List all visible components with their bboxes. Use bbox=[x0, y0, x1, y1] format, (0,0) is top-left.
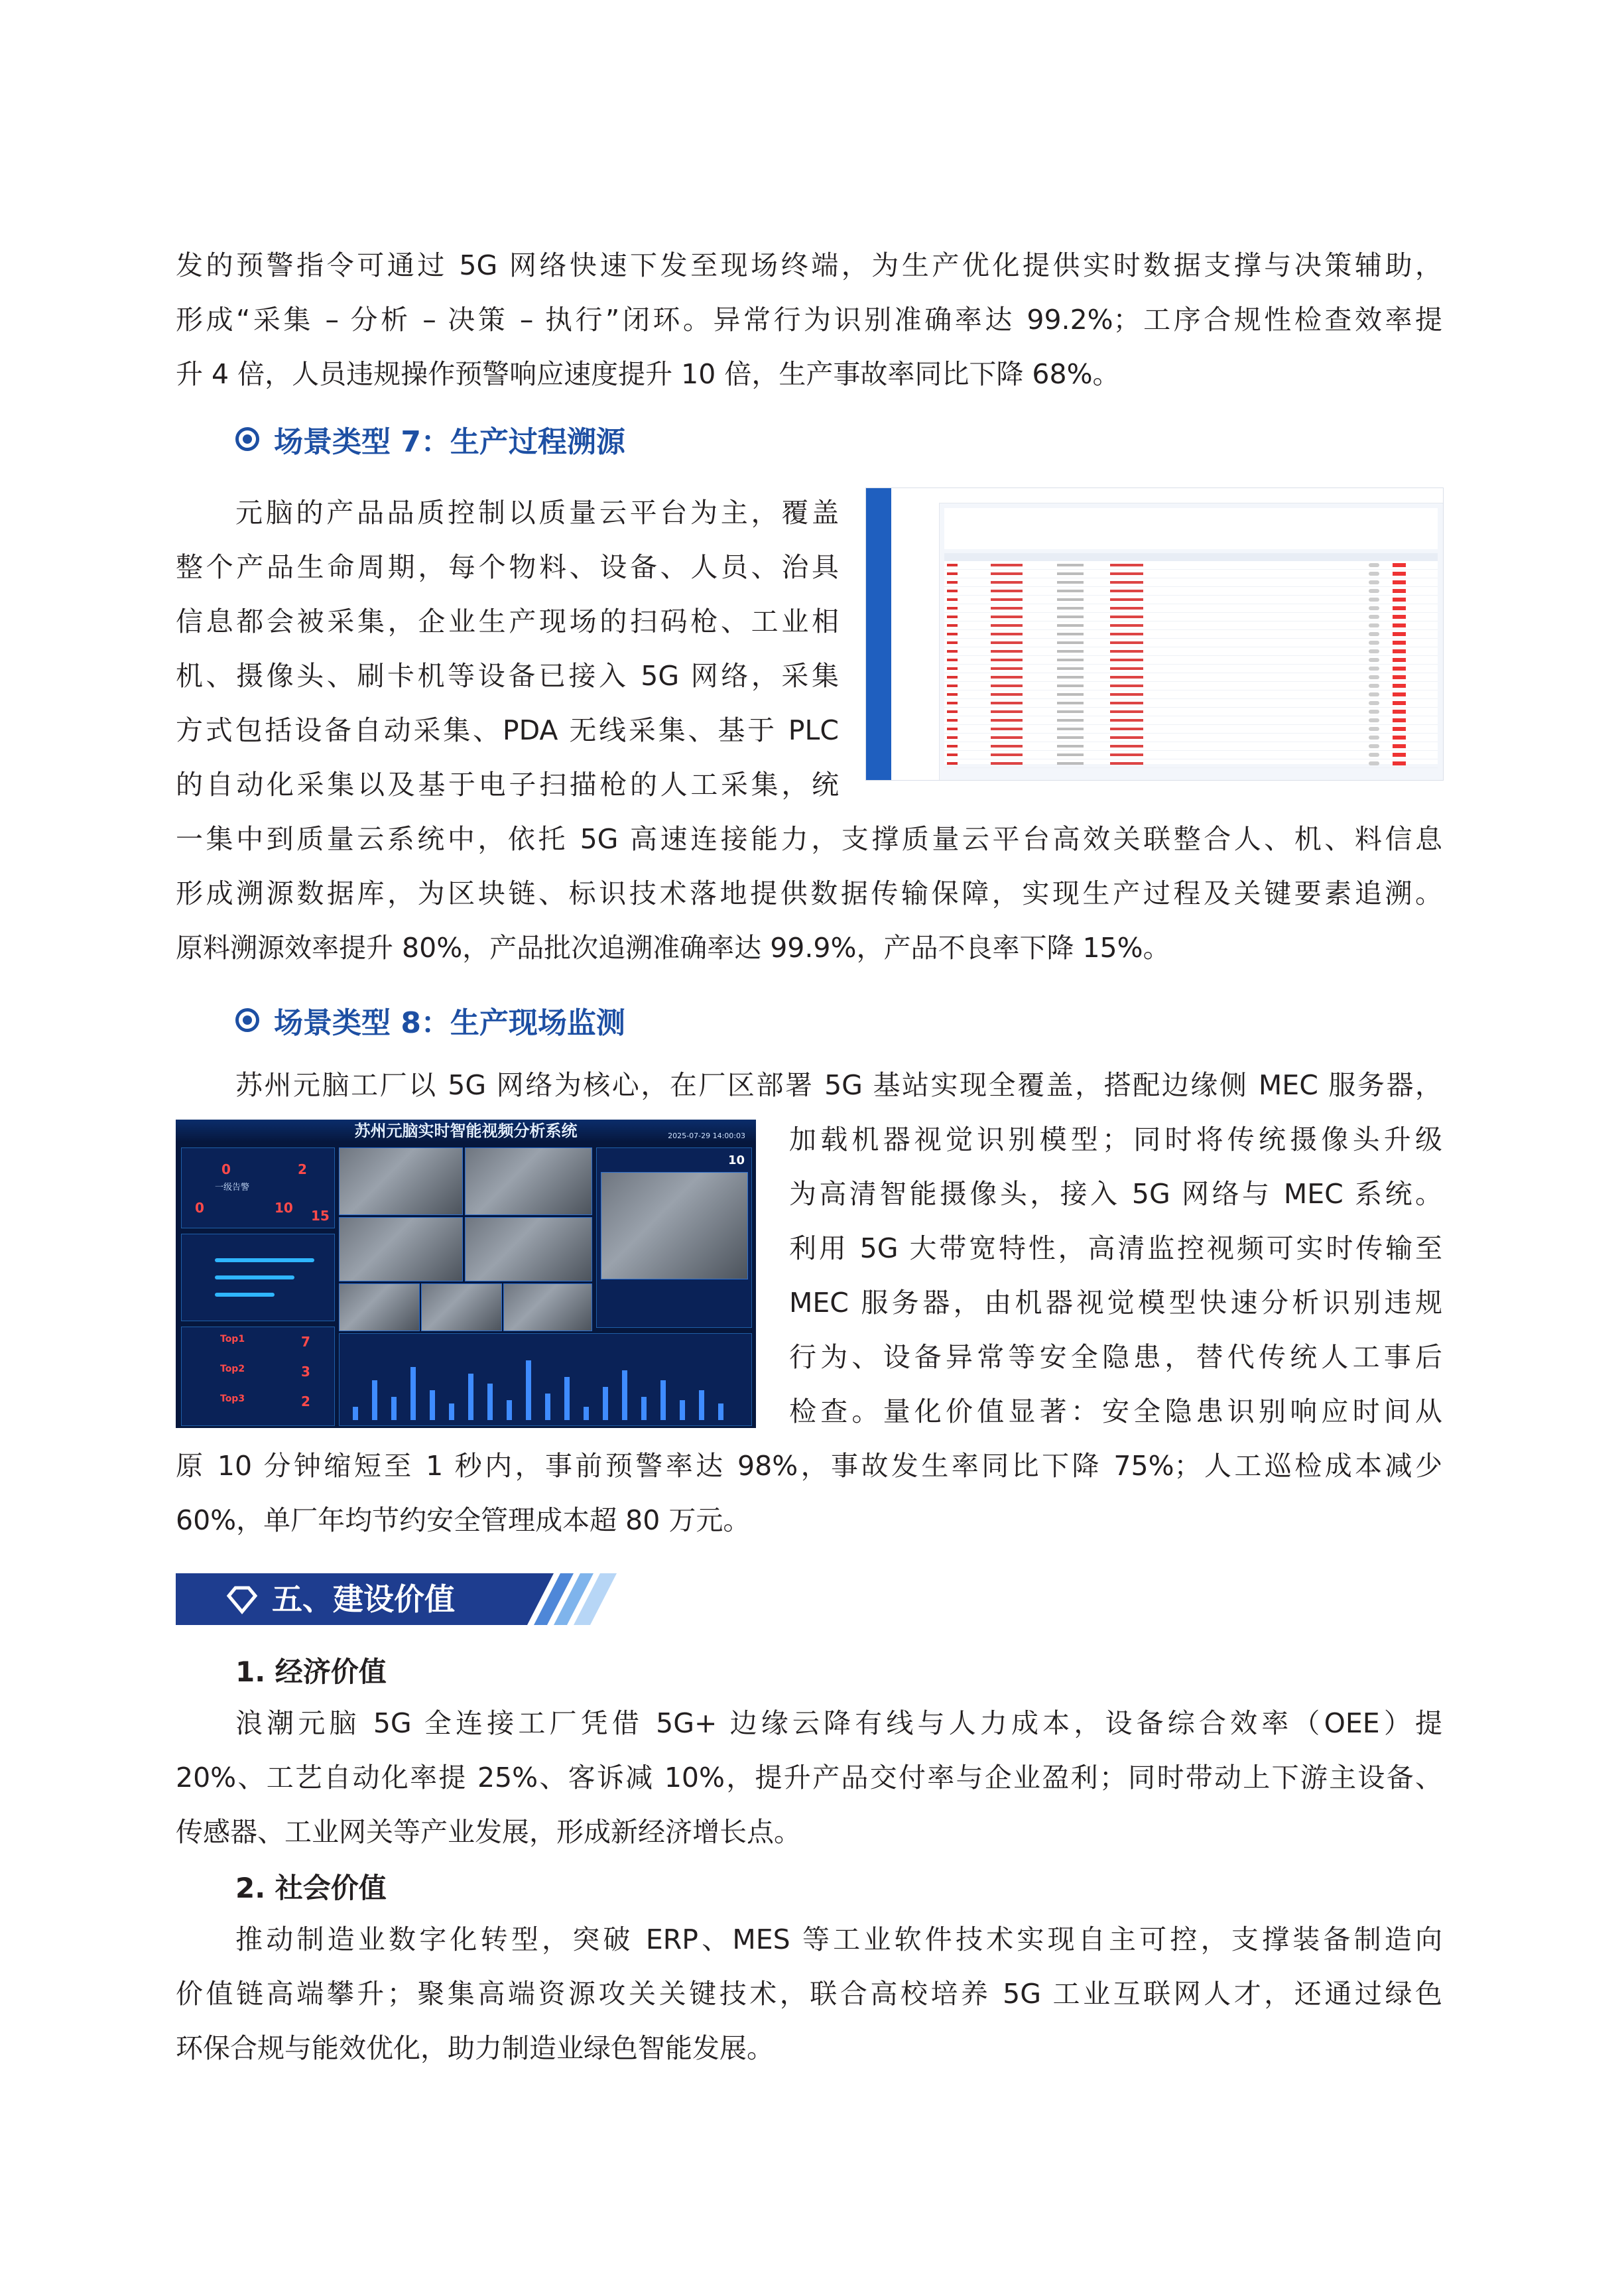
alarm-bar bbox=[641, 1397, 647, 1420]
intro-line-1: 发的预警指令可通过 5G 网络快速下发至现场终端，为生产优化提供实时数据支撑与决策辅助， bbox=[176, 249, 1442, 281]
scene7-wrap-line-2: 整个产品生命周期，每个物料、设备、人员、治具 bbox=[176, 551, 839, 583]
screenshot-table-row bbox=[944, 596, 1438, 604]
screenshot-table-row bbox=[944, 716, 1438, 725]
screenshot-cell bbox=[1110, 659, 1143, 661]
screenshot-cell bbox=[1393, 563, 1406, 567]
screenshot-cell bbox=[947, 659, 958, 661]
screenshot-cell bbox=[991, 736, 1023, 739]
alarm-bar bbox=[372, 1380, 377, 1420]
alarm-level-label: 一级告警 bbox=[215, 1183, 250, 1193]
screenshot-cell bbox=[947, 745, 958, 748]
intro-line-2: 形成“采集 – 分析 – 决策 – 执行”闭环。异常行为识别准确率达 99.2%；工序合规性检查效率提 bbox=[176, 304, 1442, 336]
screenshot-cell bbox=[991, 762, 1023, 765]
screenshot-cell bbox=[1369, 606, 1379, 610]
screenshot-cell bbox=[991, 676, 1023, 679]
screenshot-cell bbox=[1393, 580, 1406, 584]
device-bar-1 bbox=[215, 1258, 314, 1262]
scene8-wrap-line-2: 为高清智能摄像头，接入 5G 网络与 MEC 系统。 bbox=[789, 1178, 1442, 1210]
screenshot-cell bbox=[1057, 710, 1084, 713]
screenshot-table-row bbox=[944, 699, 1438, 708]
alarm-bar bbox=[584, 1407, 589, 1420]
screenshot-toolbar bbox=[939, 488, 1443, 503]
social-line-3: 环保合规与能效优化，助力制造业绿色智能发展。 bbox=[176, 2032, 774, 2064]
alarm-bar bbox=[430, 1390, 435, 1420]
top3-label: Top3 bbox=[220, 1394, 245, 1404]
screenshot-cell bbox=[1393, 623, 1406, 627]
alarm-bar bbox=[699, 1390, 704, 1420]
scene7-full-line-1: 一集中到质量云系统中，依托 5G 高速连接能力，支撑质量云平台高效关联整合人、机、料信息 bbox=[176, 823, 1442, 855]
alarm-bar bbox=[468, 1374, 473, 1420]
screenshot-cell bbox=[947, 728, 958, 730]
screenshot-cell bbox=[1393, 727, 1406, 731]
screenshot-cell bbox=[1369, 641, 1379, 645]
screenshot-cell bbox=[1369, 753, 1379, 757]
screenshot-cell bbox=[1393, 736, 1406, 740]
screenshot-cell bbox=[947, 607, 958, 610]
screenshot-table-row bbox=[944, 639, 1438, 647]
alarm-bar bbox=[718, 1403, 723, 1420]
screenshot-table-row bbox=[944, 759, 1438, 768]
screenshot-cell bbox=[1369, 744, 1379, 748]
screenshot-cell bbox=[1393, 572, 1406, 576]
screenshot-cell bbox=[947, 633, 958, 635]
screenshot-table-row bbox=[944, 734, 1438, 742]
econ-line-1: 浪潮元脑 5G 全连接工厂凭借 5G+ 边缘云降有线与人力成本，设备综合效率（OEE）提 bbox=[235, 1707, 1442, 1739]
camera-feed-3 bbox=[339, 1217, 463, 1281]
scene7-wrap-line-3: 信息都会被采集，企业生产现场的扫码枪、工业相 bbox=[176, 606, 839, 637]
screenshot-cell bbox=[947, 564, 958, 566]
screenshot-cell bbox=[1393, 615, 1406, 619]
scene8-heading bbox=[235, 999, 625, 1041]
screenshot-cell bbox=[947, 693, 958, 696]
quality-cloud-screenshot bbox=[865, 488, 1444, 781]
screenshot-cell bbox=[1110, 572, 1143, 575]
screenshot-cell bbox=[1393, 692, 1406, 696]
scene8-wrap-line-4: MEC 服务器，由机器视觉模型快速分析识别违规 bbox=[789, 1287, 1442, 1319]
screenshot-cell bbox=[991, 633, 1023, 635]
monitor-title: 苏州元脑实时智能视频分析系统 bbox=[176, 1120, 756, 1142]
screenshot-sidebar bbox=[866, 488, 891, 780]
screenshot-table-row bbox=[944, 742, 1438, 751]
screenshot-cell bbox=[947, 624, 958, 627]
screenshot-cell bbox=[1369, 667, 1379, 671]
scene7-heading-text: 场景类型 7：生产过程溯源 bbox=[274, 425, 625, 459]
screenshot-cell bbox=[991, 684, 1023, 687]
camera-feed-4 bbox=[465, 1217, 592, 1281]
screenshot-cell bbox=[1110, 564, 1143, 566]
screenshot-table-row bbox=[944, 682, 1438, 690]
alarm-bar bbox=[353, 1407, 358, 1420]
screenshot-cell bbox=[1057, 641, 1084, 644]
alarm-ten: 10 bbox=[275, 1200, 293, 1216]
screenshot-cell bbox=[1110, 590, 1143, 592]
screenshot-cell bbox=[1110, 684, 1143, 687]
screenshot-cell bbox=[1393, 761, 1406, 765]
screenshot-table-row bbox=[944, 630, 1438, 639]
camera-feed-1 bbox=[339, 1147, 463, 1215]
screenshot-cell bbox=[947, 581, 958, 584]
screenshot-cell bbox=[991, 710, 1023, 713]
screenshot-cell bbox=[1057, 590, 1084, 592]
screenshot-cell bbox=[947, 702, 958, 704]
scene8-full-line-2: 60%，单厂年均节约安全管理成本超 80 万元。 bbox=[176, 1504, 751, 1536]
alarm-chart-panel bbox=[339, 1333, 752, 1426]
device-panel bbox=[181, 1234, 335, 1321]
section5-sub1: 1. 经济价值 bbox=[235, 1656, 387, 1688]
screenshot-cell bbox=[947, 762, 958, 765]
screenshot-cell bbox=[1110, 641, 1143, 644]
alarm-bar bbox=[680, 1400, 685, 1420]
screenshot-cell bbox=[1057, 728, 1084, 730]
screenshot-cell bbox=[991, 693, 1023, 696]
alarm-fifteen: 15 bbox=[311, 1208, 330, 1224]
screenshot-table-row bbox=[944, 690, 1438, 699]
alarm-zero: 0 bbox=[221, 1161, 231, 1177]
screenshot-cell bbox=[1393, 684, 1406, 688]
monitor-timestamp: 2025-07-29 14:00:03 bbox=[668, 1132, 745, 1140]
screenshot-cell bbox=[1057, 572, 1084, 575]
alarm-bar bbox=[660, 1380, 666, 1420]
screenshot-cell bbox=[947, 676, 958, 679]
screenshot-cell bbox=[1057, 598, 1084, 601]
screenshot-cell bbox=[991, 607, 1023, 610]
screenshot-cell bbox=[1369, 563, 1379, 567]
screenshot-table-row bbox=[944, 708, 1438, 716]
scene8-first-line: 苏州元脑工厂以 5G 网络为核心，在厂区部署 5G 基站实现全覆盖，搭配边缘侧 MEC 服务器， bbox=[235, 1069, 1442, 1101]
alarm-bar bbox=[507, 1400, 512, 1420]
video-analysis-screenshot bbox=[176, 1120, 756, 1428]
screenshot-cell bbox=[947, 598, 958, 601]
screenshot-cell bbox=[1369, 623, 1379, 627]
screenshot-cell bbox=[947, 590, 958, 592]
scene7-full-line-3: 原料溯源效率提升 80%，产品批次追溯准确率达 99.9%，产品不良率下降 15%。 bbox=[176, 932, 1170, 964]
screenshot-cell bbox=[991, 616, 1023, 618]
screenshot-table-row bbox=[944, 613, 1438, 621]
screenshot-cell bbox=[1110, 598, 1143, 601]
screenshot-cell bbox=[1393, 701, 1406, 705]
screenshot-cell bbox=[1110, 667, 1143, 670]
econ-line-2: 20%、工艺自动化率提 25%、客诉减 10%，提升产品交付率与企业盈利；同时带动上下游主设备、 bbox=[176, 1762, 1442, 1793]
device-bar-2 bbox=[215, 1275, 294, 1279]
screenshot-table-row bbox=[944, 621, 1438, 630]
camera-feed-7 bbox=[503, 1283, 592, 1331]
screenshot-cell bbox=[1057, 753, 1084, 756]
screenshot-cell bbox=[1369, 658, 1379, 662]
screenshot-cell bbox=[991, 564, 1023, 566]
screenshot-cell bbox=[1393, 718, 1406, 722]
section5-title: 五、建设价值 bbox=[272, 1581, 455, 1617]
section5-sub2: 2. 社会价值 bbox=[235, 1872, 387, 1904]
alarm-bar bbox=[449, 1403, 454, 1420]
scene7-full-line-2: 形成溯源数据库，为区块链、标识技术落地提供数据传输保障，实现生产过程及关键要素追溯。 bbox=[176, 878, 1442, 909]
screenshot-cell bbox=[1393, 667, 1406, 671]
screenshot-table bbox=[944, 553, 1438, 764]
camera-feed-5 bbox=[339, 1283, 420, 1331]
screenshot-cell bbox=[1057, 693, 1084, 696]
screenshot-cell bbox=[1110, 633, 1143, 635]
screenshot-cell bbox=[1057, 676, 1084, 679]
screenshot-table-row bbox=[944, 673, 1438, 682]
screenshot-cell bbox=[1057, 702, 1084, 704]
screenshot-cell bbox=[1110, 728, 1143, 730]
screenshot-cell bbox=[947, 572, 958, 575]
screenshot-cell bbox=[1110, 607, 1143, 610]
scene8-heading-text: 场景类型 8：生产现场监测 bbox=[274, 1006, 625, 1040]
screenshot-cell bbox=[991, 581, 1023, 584]
screenshot-cell bbox=[1057, 719, 1084, 722]
target-bullet-icon bbox=[235, 427, 259, 451]
screenshot-cell bbox=[947, 753, 958, 756]
scene8-full-line-1: 原 10 分钟缩短至 1 秒内，事前预警率达 98%，事故发生率同比下降 75%；人工巡检成本减少 bbox=[176, 1450, 1442, 1482]
event-top-panel bbox=[181, 1327, 335, 1426]
screenshot-cell bbox=[1393, 753, 1406, 757]
screenshot-cell bbox=[1393, 632, 1406, 636]
screenshot-cell bbox=[1393, 710, 1406, 714]
scene7-wrap-line-5: 方式包括设备自动采集、PDA 无线采集、基于 PLC bbox=[176, 714, 839, 746]
screenshot-cell bbox=[1369, 692, 1379, 696]
screenshot-cell bbox=[947, 650, 958, 653]
social-line-2: 价值链高端攀升；聚集高端资源攻关关键技术，联合高校培养 5G 工业互联网人才，还通过绿色 bbox=[176, 1978, 1442, 2010]
screenshot-table-row bbox=[944, 587, 1438, 596]
screenshot-cell bbox=[1393, 589, 1406, 593]
screenshot-cell bbox=[1057, 667, 1084, 670]
screenshot-cell bbox=[1369, 675, 1379, 679]
camera-feed-6 bbox=[421, 1283, 502, 1331]
screenshot-cell bbox=[1369, 684, 1379, 688]
screenshot-cell bbox=[1057, 581, 1084, 584]
alert-record-count: 10 bbox=[727, 1153, 745, 1167]
screenshot-cell bbox=[1110, 736, 1143, 739]
screenshot-cell bbox=[1369, 701, 1379, 705]
screenshot-cell bbox=[991, 572, 1023, 575]
screenshot-cell bbox=[1393, 641, 1406, 645]
top2-label: Top2 bbox=[220, 1364, 245, 1374]
screenshot-table-row bbox=[944, 570, 1438, 578]
screenshot-cell bbox=[991, 728, 1023, 730]
screenshot-cell bbox=[1369, 736, 1379, 740]
scene7-heading bbox=[235, 418, 625, 460]
screenshot-cell bbox=[991, 624, 1023, 627]
screenshot-cell bbox=[1369, 727, 1379, 731]
alarm-bar bbox=[391, 1397, 397, 1420]
screenshot-cell bbox=[991, 641, 1023, 644]
screenshot-cell bbox=[947, 719, 958, 722]
screenshot-cell bbox=[1393, 744, 1406, 748]
screenshot-cell bbox=[991, 719, 1023, 722]
screenshot-cell bbox=[991, 753, 1023, 756]
scene8-wrap-line-3: 利用 5G 大带宽特性，高清监控视频可实时传输至 bbox=[789, 1232, 1442, 1264]
screenshot-cell bbox=[947, 684, 958, 687]
screenshot-cell bbox=[991, 702, 1023, 704]
screenshot-cell bbox=[991, 598, 1023, 601]
screenshot-cell bbox=[1110, 719, 1143, 722]
alarm-bar bbox=[545, 1394, 550, 1420]
top1-count: 7 bbox=[301, 1334, 310, 1350]
screenshot-cell bbox=[1110, 616, 1143, 618]
econ-line-3: 传感器、工业网关等产业发展，形成新经济增长点。 bbox=[176, 1816, 801, 1848]
screenshot-cell bbox=[1393, 598, 1406, 602]
screenshot-cell bbox=[1057, 564, 1084, 566]
screenshot-table-row bbox=[944, 647, 1438, 656]
screenshot-cell bbox=[1393, 606, 1406, 610]
alarm-two: 2 bbox=[298, 1161, 307, 1177]
alarm-bar bbox=[564, 1377, 570, 1420]
screenshot-table-row bbox=[944, 604, 1438, 613]
device-bar-3 bbox=[215, 1293, 275, 1297]
screenshot-cell bbox=[1110, 710, 1143, 713]
alert-snapshot bbox=[601, 1172, 748, 1279]
screenshot-table-row bbox=[944, 665, 1438, 673]
scene7-wrap-line-1: 元脑的产品品质控制以质量云平台为主，覆盖 bbox=[235, 497, 839, 529]
screenshot-cell bbox=[1110, 581, 1143, 584]
social-line-1: 推动制造业数字化转型，突破 ERP、MES 等工业软件技术实现自主可控，支撑装备制造向 bbox=[235, 1923, 1442, 1955]
screenshot-cell bbox=[1369, 580, 1379, 584]
screenshot-cell bbox=[947, 667, 958, 670]
screenshot-cell bbox=[1369, 589, 1379, 593]
screenshot-cell bbox=[1393, 675, 1406, 679]
screenshot-cell bbox=[1369, 632, 1379, 636]
screenshot-table-row bbox=[944, 725, 1438, 734]
screenshot-cell bbox=[991, 745, 1023, 748]
screenshot-cell bbox=[1369, 615, 1379, 619]
screenshot-cell bbox=[1369, 710, 1379, 714]
top2-count: 3 bbox=[301, 1364, 310, 1380]
screenshot-cell bbox=[991, 590, 1023, 592]
screenshot-cell bbox=[1110, 693, 1143, 696]
screenshot-cell bbox=[947, 641, 958, 644]
screenshot-cell bbox=[1369, 598, 1379, 602]
screenshot-cell bbox=[991, 650, 1023, 653]
target-bullet-icon bbox=[235, 1008, 259, 1032]
screenshot-filters bbox=[944, 508, 1438, 549]
alarm-bar bbox=[410, 1367, 416, 1420]
alarm-bar bbox=[487, 1384, 493, 1420]
screenshot-cell bbox=[1057, 684, 1084, 687]
screenshot-table-row bbox=[944, 751, 1438, 759]
screenshot-cell bbox=[1057, 633, 1084, 635]
screenshot-cell bbox=[1110, 676, 1143, 679]
screenshot-table-row bbox=[944, 578, 1438, 587]
screenshot-table-row bbox=[944, 656, 1438, 665]
screenshot-cell bbox=[991, 659, 1023, 661]
alarm-bar bbox=[603, 1387, 608, 1420]
screenshot-cell bbox=[1057, 659, 1084, 661]
scene8-wrap-line-1: 加载机器视觉识别模型；同时将传统摄像头升级 bbox=[789, 1124, 1442, 1155]
scene8-wrap-line-5: 行为、设备异常等安全隐患，替代传统人工事后 bbox=[789, 1341, 1442, 1373]
screenshot-cell bbox=[1393, 658, 1406, 662]
scene7-wrap-line-4: 机、摄像头、刷卡机等设备已接入 5G 网络，采集 bbox=[176, 660, 839, 692]
screenshot-cell bbox=[1057, 762, 1084, 765]
scene7-wrap-line-6: 的自动化采集以及基于电子扫描枪的人工采集，统 bbox=[176, 769, 839, 801]
screenshot-cell bbox=[1110, 762, 1143, 765]
screenshot-cell bbox=[1369, 572, 1379, 576]
screenshot-cell bbox=[991, 667, 1023, 670]
intro-line-3: 升 4 倍，人员违规操作预警响应速度提升 10 倍，生产事故率同比下降 68%。 bbox=[176, 358, 1120, 390]
alarm-summary-panel bbox=[181, 1147, 335, 1228]
alarm-bar bbox=[622, 1370, 627, 1420]
screenshot-cell bbox=[1057, 624, 1084, 627]
screenshot-cell bbox=[1110, 650, 1143, 653]
screenshot-cell bbox=[1110, 745, 1143, 748]
alarm-zero-b: 0 bbox=[195, 1200, 204, 1216]
screenshot-cell bbox=[947, 616, 958, 618]
screenshot-table-header bbox=[944, 553, 1438, 561]
top1-label: Top1 bbox=[220, 1334, 245, 1344]
screenshot-cell bbox=[1057, 745, 1084, 748]
scene8-wrap-line-6: 检查。量化价值显著：安全隐患识别响应时间从 bbox=[789, 1396, 1442, 1427]
screenshot-cell bbox=[947, 736, 958, 739]
alarm-bar bbox=[526, 1360, 531, 1420]
screenshot-cell bbox=[1057, 736, 1084, 739]
camera-feed-2 bbox=[465, 1147, 592, 1215]
screenshot-table-row bbox=[944, 561, 1438, 570]
screenshot-cell bbox=[1110, 702, 1143, 704]
screenshot-cell bbox=[1393, 649, 1406, 653]
screenshot-cell bbox=[1369, 718, 1379, 722]
screenshot-cell bbox=[1110, 753, 1143, 756]
screenshot-cell bbox=[947, 710, 958, 713]
alert-record-panel bbox=[596, 1147, 752, 1328]
screenshot-cell bbox=[1110, 624, 1143, 627]
screenshot-cell bbox=[1369, 761, 1379, 765]
screenshot-cell bbox=[1057, 616, 1084, 618]
screenshot-cell bbox=[1057, 607, 1084, 610]
top3-count: 2 bbox=[301, 1394, 310, 1409]
screenshot-cell bbox=[1057, 650, 1084, 653]
screenshot-cell bbox=[1369, 649, 1379, 653]
screenshot-menu bbox=[891, 488, 940, 780]
